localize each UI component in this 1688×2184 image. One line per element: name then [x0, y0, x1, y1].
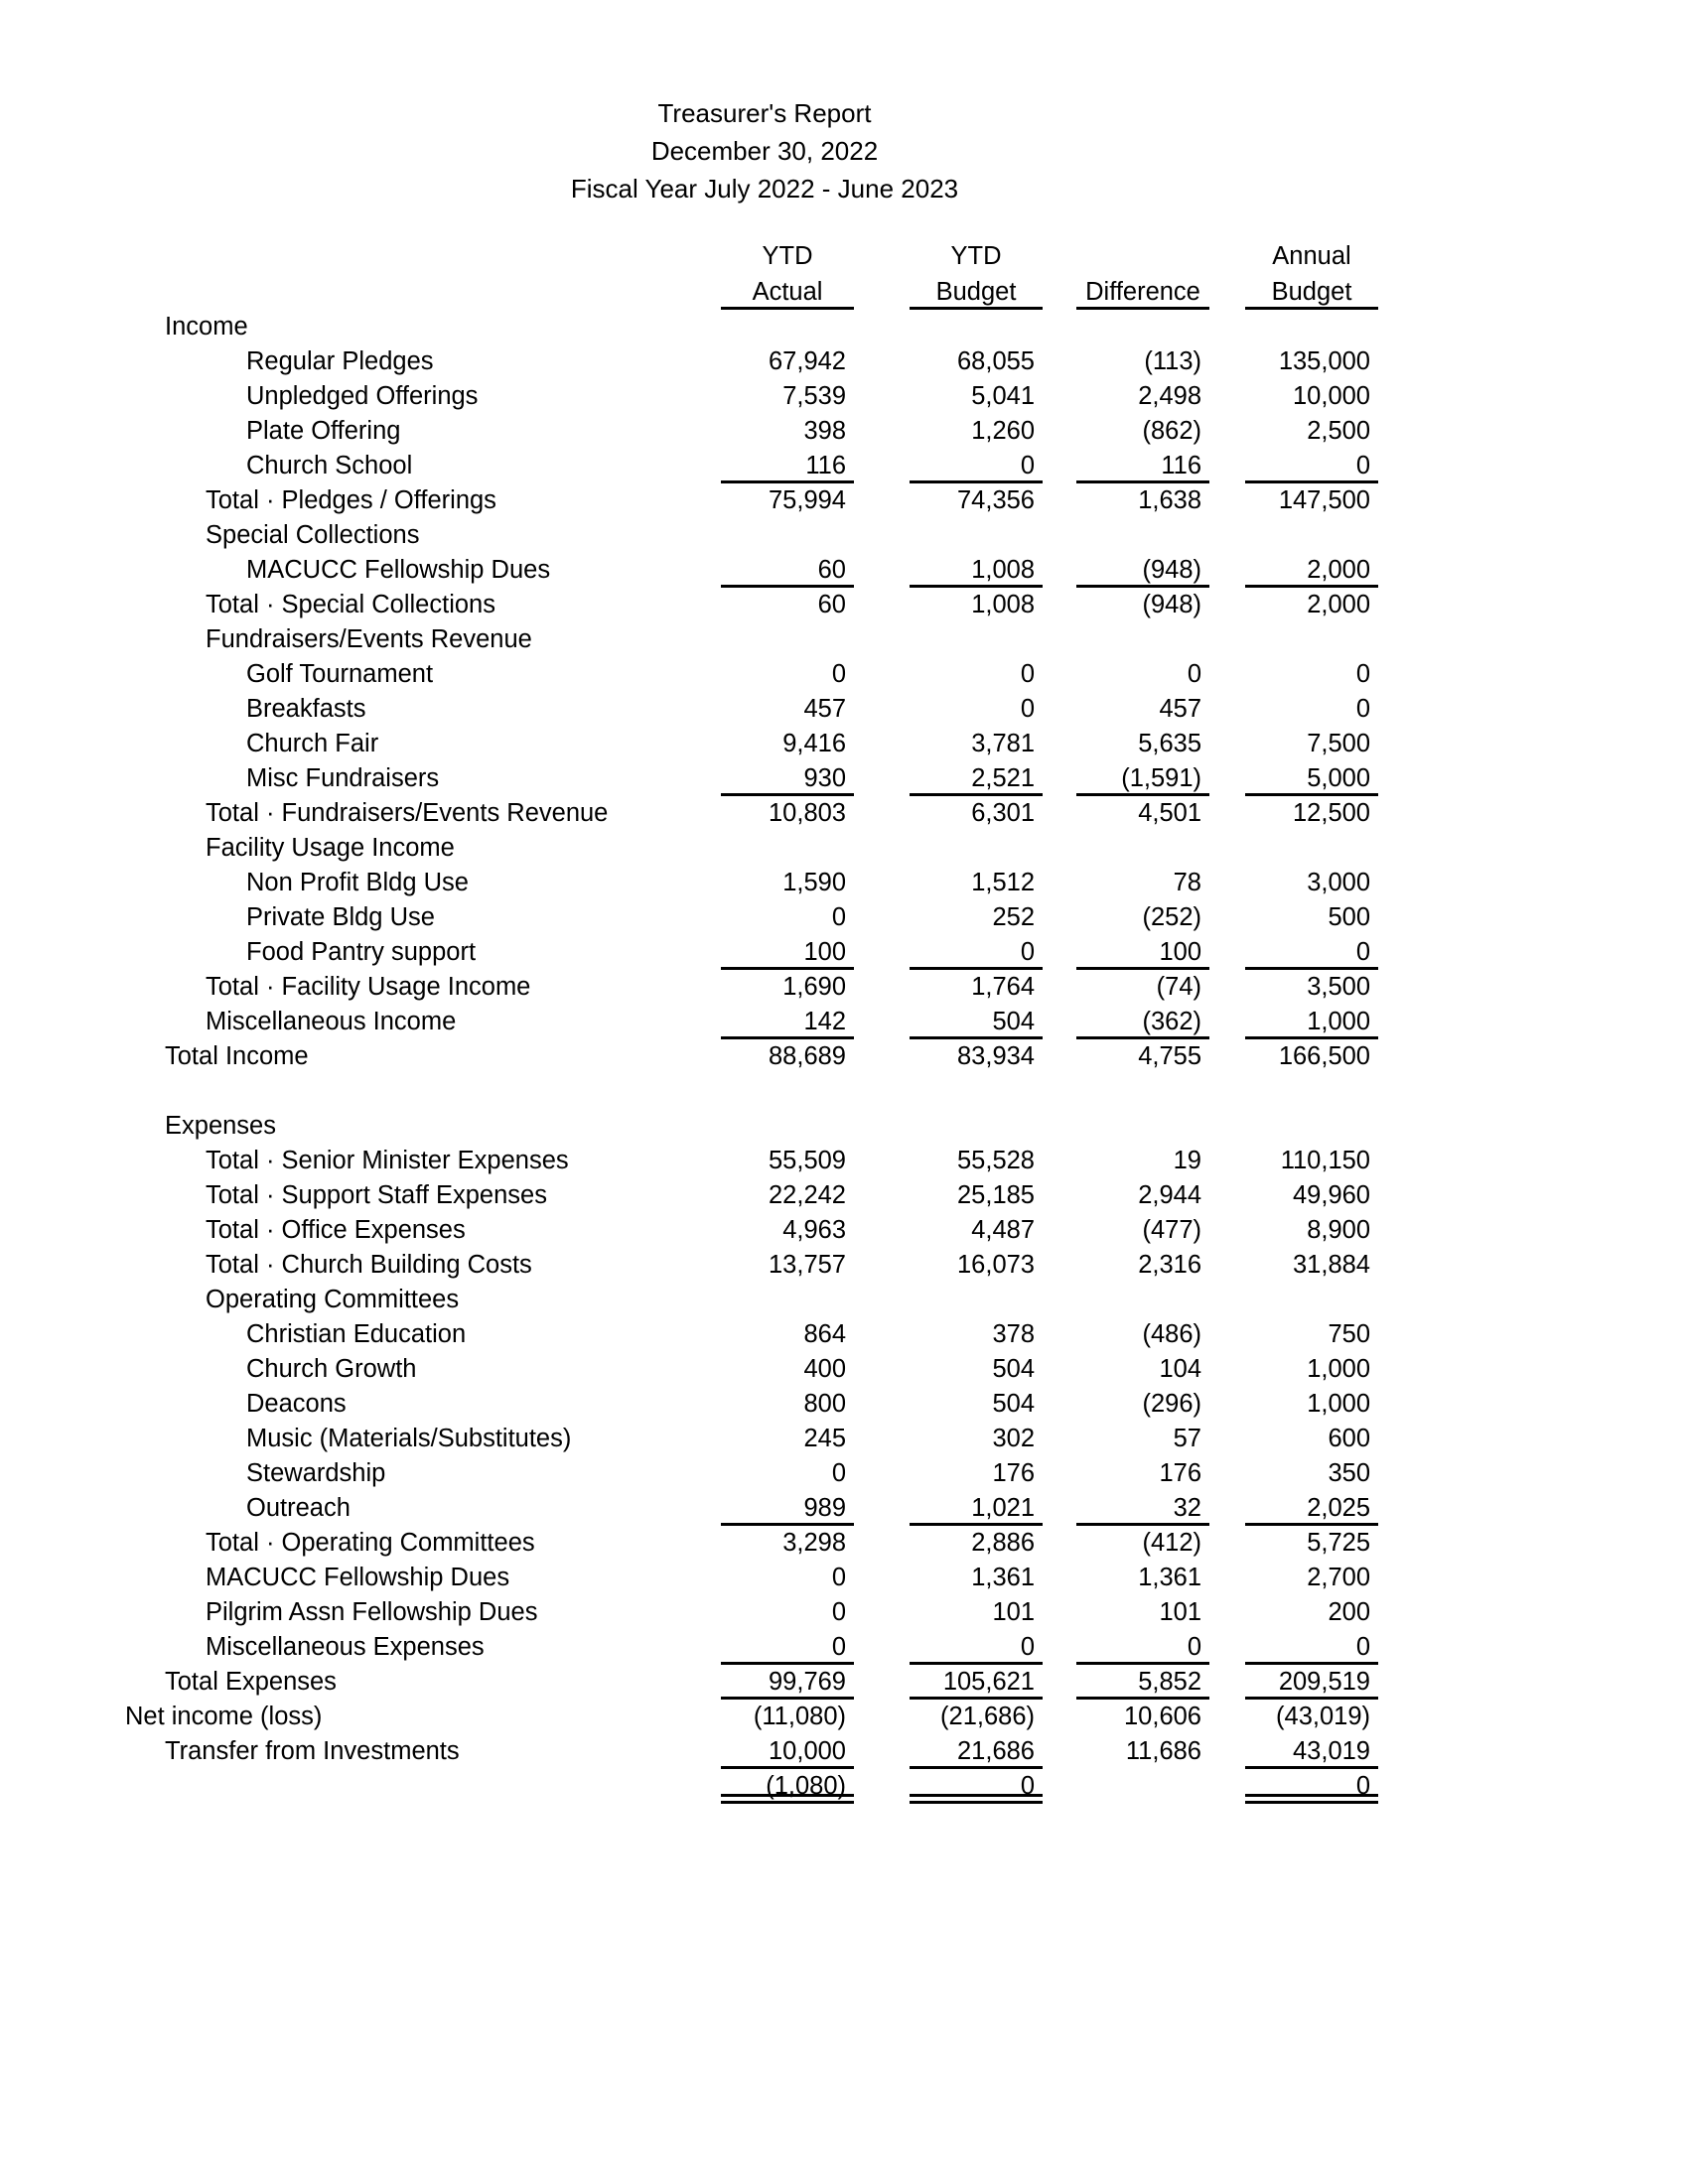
cell-difference: (477) — [1142, 1216, 1201, 1244]
cell-ytd-actual: 0 — [721, 1630, 854, 1665]
table-row — [125, 1700, 1378, 1734]
cell-annual-budget: 7,500 — [1307, 730, 1370, 757]
cell-ytd-budget: 0 — [910, 1630, 1043, 1665]
cell-annual-budget: 750 — [1328, 1320, 1370, 1348]
table-row — [125, 970, 1378, 1005]
row-label: Deacons — [246, 1390, 347, 1418]
row-label: Miscellaneous Income — [206, 1008, 457, 1035]
table-row — [125, 1422, 1378, 1456]
row-label: Total · Fundraisers/Events Revenue — [206, 799, 609, 827]
cell-annual-budget: 147,500 — [1278, 486, 1370, 514]
cell-annual-budget — [1245, 831, 1378, 866]
cell-ytd-budget: 105,621 — [910, 1665, 1043, 1700]
cell-ytd-budget: 4,487 — [971, 1216, 1035, 1244]
cell-annual-budget: 5,725 — [1307, 1529, 1370, 1557]
table-row — [125, 1526, 1378, 1561]
table-row — [125, 796, 1378, 831]
cell-ytd-budget: 0 — [910, 449, 1043, 483]
cell-difference: 11,686 — [1125, 1737, 1201, 1765]
cell-ytd-budget: 1,008 — [910, 553, 1043, 588]
cell-difference: 57 — [1173, 1425, 1201, 1452]
cell-ytd-actual: 0 — [831, 1564, 846, 1591]
cell-ytd-actual: 10,803 — [769, 799, 846, 827]
cell-difference: 4,755 — [1138, 1042, 1201, 1070]
cell-ytd-actual: 930 — [721, 761, 854, 796]
cell-difference — [1076, 622, 1209, 657]
report-table — [125, 238, 1378, 1804]
table-row — [125, 1595, 1378, 1630]
cell-ytd-budget: 83,934 — [957, 1042, 1035, 1070]
cell-difference — [1076, 518, 1209, 553]
cell-ytd-budget: (21,686) — [940, 1703, 1035, 1730]
row-label: Stewardship — [246, 1459, 386, 1487]
cell-annual-budget: 166,500 — [1278, 1042, 1370, 1070]
cell-ytd-budget: 1,021 — [910, 1491, 1043, 1526]
cell-annual-budget: 10,000 — [1293, 382, 1370, 410]
cell-ytd-actual — [721, 831, 854, 866]
cell-ytd-budget: 2,886 — [971, 1529, 1035, 1557]
row-label: Total · Operating Committees — [206, 1529, 535, 1557]
cell-annual-budget: 0 — [1245, 1630, 1378, 1665]
row-label: Music (Materials/Substitutes) — [246, 1425, 572, 1452]
cell-ytd-actual: 245 — [803, 1425, 846, 1452]
cell-ytd-actual — [721, 1109, 854, 1144]
row-label: Plate Offering — [246, 417, 401, 445]
table-row — [125, 657, 1378, 692]
cell-difference — [1076, 310, 1209, 344]
cell-ytd-budget — [910, 831, 1043, 866]
report-fiscal-year: Fiscal Year July 2022 - June 2023 — [570, 174, 959, 204]
cell-ytd-budget: 252 — [992, 903, 1035, 931]
cell-ytd-budget: 16,073 — [957, 1251, 1035, 1279]
row-label: Miscellaneous Expenses — [206, 1633, 485, 1661]
report-rows — [125, 310, 1378, 1804]
table-row — [125, 1630, 1378, 1665]
table-row — [125, 553, 1378, 588]
table-row — [125, 1317, 1378, 1352]
cell-ytd-budget: 1,361 — [971, 1564, 1035, 1591]
cell-ytd-budget: 1,764 — [971, 973, 1035, 1001]
cell-annual-budget — [1245, 622, 1378, 657]
cell-ytd-actual — [721, 1074, 854, 1109]
cell-annual-budget: 8,900 — [1307, 1216, 1370, 1244]
cell-ytd-actual — [721, 1283, 854, 1317]
cell-ytd-actual: 3,298 — [782, 1529, 846, 1557]
cell-ytd-budget: 21,686 — [910, 1734, 1043, 1769]
cell-annual-budget: 3,500 — [1307, 973, 1370, 1001]
table-row — [125, 692, 1378, 727]
row-label: Facility Usage Income — [206, 834, 455, 862]
cell-ytd-budget: 0 — [910, 935, 1043, 970]
row-label: MACUCC Fellowship Dues — [246, 556, 551, 584]
row-label: Breakfasts — [246, 695, 366, 723]
cell-annual-budget: 2,500 — [1307, 417, 1370, 445]
table-row — [125, 1769, 1378, 1804]
report-date: December 30, 2022 — [650, 136, 879, 166]
table-row-blank — [125, 1074, 1378, 1109]
row-label: Regular Pledges — [246, 347, 434, 375]
cell-annual-budget: 2,000 — [1245, 553, 1378, 588]
table-row — [125, 1144, 1378, 1178]
cell-difference: 101 — [1159, 1598, 1201, 1626]
table-row — [125, 622, 1378, 657]
cell-ytd-budget: 504 — [992, 1390, 1035, 1418]
cell-difference: (1,591) — [1076, 761, 1209, 796]
cell-ytd-actual: 0 — [831, 1459, 846, 1487]
cell-annual-budget: 0 — [1355, 660, 1370, 688]
row-label: Fundraisers/Events Revenue — [206, 625, 532, 653]
cell-difference: 5,635 — [1138, 730, 1201, 757]
header-ytd-actual-top: YTD — [762, 242, 813, 270]
report-title-block — [139, 94, 1390, 207]
cell-ytd-budget: 0 — [1020, 660, 1035, 688]
cell-ytd-actual: 0 — [831, 1598, 846, 1626]
cell-difference: 2,316 — [1138, 1251, 1201, 1279]
cell-ytd-budget — [910, 518, 1043, 553]
cell-difference: (412) — [1142, 1529, 1201, 1557]
row-label: Total · Senior Minister Expenses — [206, 1147, 569, 1174]
cell-annual-budget: 31,884 — [1293, 1251, 1370, 1279]
row-label: Non Profit Bldg Use — [246, 869, 469, 896]
cell-ytd-actual: 13,757 — [769, 1251, 846, 1279]
table-row — [125, 900, 1378, 935]
cell-annual-budget: 2,000 — [1307, 591, 1370, 618]
cell-ytd-actual: 9,416 — [782, 730, 846, 757]
header-row-bottom — [125, 274, 1378, 310]
cell-ytd-budget: 1,008 — [971, 591, 1035, 618]
cell-difference: (862) — [1142, 417, 1201, 445]
cell-difference — [1076, 1769, 1209, 1804]
cell-annual-budget: 0 — [1355, 695, 1370, 723]
cell-difference: 176 — [1159, 1459, 1201, 1487]
table-row — [125, 1178, 1378, 1213]
header-difference: Difference — [1076, 274, 1209, 310]
header-row-top — [125, 238, 1378, 274]
table-row — [125, 518, 1378, 553]
cell-difference — [1076, 1109, 1209, 1144]
header-label-spacer — [125, 274, 721, 310]
cell-ytd-actual: 99,769 — [721, 1665, 854, 1700]
table-row — [125, 344, 1378, 379]
cell-ytd-actual: 142 — [721, 1005, 854, 1039]
table-row — [125, 935, 1378, 970]
cell-difference: 32 — [1076, 1491, 1209, 1526]
table-row — [125, 1283, 1378, 1317]
cell-difference — [1076, 831, 1209, 866]
row-label: Total · Pledges / Offerings — [206, 486, 496, 514]
cell-annual-budget: 0 — [1245, 1769, 1378, 1804]
table-row — [125, 1456, 1378, 1491]
row-label: Total · Office Expenses — [206, 1216, 466, 1244]
cell-ytd-actual: 864 — [803, 1320, 846, 1348]
row-label: Operating Committees — [206, 1286, 460, 1313]
row-label: Misc Fundraisers — [246, 764, 440, 792]
cell-ytd-budget: 0 — [910, 1769, 1043, 1804]
cell-annual-budget: 1,000 — [1307, 1355, 1370, 1383]
cell-annual-budget — [1245, 1283, 1378, 1317]
cell-annual-budget — [1245, 1074, 1378, 1109]
cell-annual-budget: 49,960 — [1293, 1181, 1370, 1209]
cell-ytd-budget: 1,512 — [971, 869, 1035, 896]
cell-ytd-actual: 7,539 — [782, 382, 846, 410]
cell-ytd-actual — [721, 310, 854, 344]
cell-ytd-budget: 176 — [992, 1459, 1035, 1487]
row-label: Total · Support Staff Expenses — [206, 1181, 547, 1209]
row-label: Total Income — [165, 1042, 309, 1070]
cell-annual-budget: 135,000 — [1278, 347, 1370, 375]
row-label: Church Fair — [246, 730, 379, 757]
cell-ytd-budget — [910, 1283, 1043, 1317]
header-ytd-actual: Actual — [721, 274, 854, 310]
cell-difference: (296) — [1142, 1390, 1201, 1418]
table-row — [125, 588, 1378, 622]
cell-annual-budget: 0 — [1245, 935, 1378, 970]
table-row — [125, 1109, 1378, 1144]
cell-difference: (362) — [1076, 1005, 1209, 1039]
table-row — [125, 1387, 1378, 1422]
cell-ytd-budget: 25,185 — [957, 1181, 1035, 1209]
cell-ytd-budget: 504 — [992, 1355, 1035, 1383]
cell-annual-budget: 209,519 — [1245, 1665, 1378, 1700]
cell-ytd-actual: (11,080) — [753, 1703, 846, 1730]
table-row — [125, 1561, 1378, 1595]
cell-ytd-budget: 0 — [1020, 695, 1035, 723]
row-label: MACUCC Fellowship Dues — [206, 1564, 510, 1591]
row-label: Private Bldg Use — [246, 903, 435, 931]
cell-ytd-budget: 74,356 — [957, 486, 1035, 514]
cell-ytd-budget: 504 — [910, 1005, 1043, 1039]
cell-ytd-budget — [910, 1074, 1043, 1109]
cell-ytd-actual: 88,689 — [769, 1042, 846, 1070]
cell-ytd-actual: 60 — [817, 591, 846, 618]
cell-difference: (948) — [1142, 591, 1201, 618]
cell-ytd-budget — [910, 622, 1043, 657]
table-row — [125, 414, 1378, 449]
table-row — [125, 761, 1378, 796]
cell-ytd-budget — [910, 1109, 1043, 1144]
table-row — [125, 866, 1378, 900]
row-label: Income — [165, 313, 248, 341]
cell-annual-budget: 350 — [1328, 1459, 1370, 1487]
cell-ytd-budget: 1,260 — [971, 417, 1035, 445]
row-label: Golf Tournament — [246, 660, 434, 688]
cell-annual-budget — [1245, 1109, 1378, 1144]
row-label — [125, 1769, 721, 1804]
table-row — [125, 310, 1378, 344]
table-row — [125, 483, 1378, 518]
cell-ytd-actual: 989 — [721, 1491, 854, 1526]
cell-ytd-actual: 4,963 — [782, 1216, 846, 1244]
cell-ytd-actual: 116 — [721, 449, 854, 483]
cell-ytd-actual: 10,000 — [721, 1734, 854, 1769]
table-row — [125, 831, 1378, 866]
table-row — [125, 1665, 1378, 1700]
row-label: Outreach — [246, 1494, 351, 1522]
cell-annual-budget: 1,000 — [1245, 1005, 1378, 1039]
cell-difference: 78 — [1173, 869, 1201, 896]
cell-ytd-budget: 6,301 — [971, 799, 1035, 827]
header-difference-top — [1076, 238, 1209, 274]
cell-difference: (252) — [1142, 903, 1201, 931]
cell-ytd-budget: 101 — [992, 1598, 1035, 1626]
cell-difference: (113) — [1144, 347, 1201, 375]
row-label: Total · Special Collections — [206, 591, 495, 618]
cell-difference: 0 — [1187, 660, 1201, 688]
cell-ytd-actual: 60 — [721, 553, 854, 588]
cell-difference: 5,852 — [1076, 1665, 1209, 1700]
cell-ytd-actual: 398 — [803, 417, 846, 445]
cell-annual-budget: 1,000 — [1307, 1390, 1370, 1418]
row-label: Church Growth — [246, 1355, 417, 1383]
cell-ytd-actual: 1,690 — [782, 973, 846, 1001]
cell-difference: 2,498 — [1138, 382, 1201, 410]
header-annual-budget-top: Annual — [1272, 242, 1351, 270]
cell-difference: 100 — [1076, 935, 1209, 970]
table-row — [125, 1213, 1378, 1248]
cell-ytd-actual: 0 — [831, 660, 846, 688]
table-row — [125, 727, 1378, 761]
table-row — [125, 379, 1378, 414]
header-ytd-budget-top: YTD — [950, 242, 1002, 270]
header-label-spacer — [125, 238, 721, 274]
cell-difference: 4,501 — [1138, 799, 1201, 827]
cell-difference — [1076, 1283, 1209, 1317]
table-row — [125, 1734, 1378, 1769]
header-annual-budget: Budget — [1245, 274, 1378, 310]
cell-difference: 1,638 — [1138, 486, 1201, 514]
cell-annual-budget: 5,000 — [1245, 761, 1378, 796]
cell-difference: 1,361 — [1138, 1564, 1201, 1591]
row-label: Christian Education — [246, 1320, 467, 1348]
cell-ytd-actual: 100 — [721, 935, 854, 970]
cell-ytd-actual — [721, 622, 854, 657]
cell-annual-budget — [1245, 518, 1378, 553]
cell-difference: 19 — [1173, 1147, 1201, 1174]
cell-annual-budget: 2,700 — [1307, 1564, 1370, 1591]
cell-ytd-actual: 22,242 — [769, 1181, 846, 1209]
cell-annual-budget: 110,150 — [1280, 1147, 1370, 1174]
header-ytd-budget: Budget — [910, 274, 1043, 310]
cell-difference: 0 — [1076, 1630, 1209, 1665]
cell-ytd-actual: 55,509 — [769, 1147, 846, 1174]
row-label: Transfer from Investments — [165, 1737, 460, 1765]
report-title: Treasurer's Report — [657, 98, 872, 128]
cell-ytd-budget: 68,055 — [957, 347, 1035, 375]
cell-difference: (74) — [1156, 973, 1201, 1001]
cell-annual-budget: 200 — [1328, 1598, 1370, 1626]
cell-annual-budget: 3,000 — [1307, 869, 1370, 896]
cell-ytd-actual: 400 — [803, 1355, 846, 1383]
cell-annual-budget: 43,019 — [1245, 1734, 1378, 1769]
cell-difference: (948) — [1076, 553, 1209, 588]
row-label: Total · Church Building Costs — [206, 1251, 532, 1279]
row-label: Church School — [246, 452, 413, 479]
cell-difference: (486) — [1142, 1320, 1201, 1348]
table-row — [125, 1248, 1378, 1283]
cell-ytd-actual: 457 — [803, 695, 846, 723]
row-label: Total · Facility Usage Income — [206, 973, 531, 1001]
row-label: Expenses — [165, 1112, 276, 1140]
cell-ytd-actual: 67,942 — [769, 347, 846, 375]
table-row — [125, 1352, 1378, 1387]
cell-ytd-budget: 55,528 — [957, 1147, 1035, 1174]
row-label: Net income (loss) — [125, 1703, 323, 1730]
cell-difference — [1076, 1074, 1209, 1109]
cell-difference: 457 — [1159, 695, 1201, 723]
row-label: Special Collections — [206, 521, 420, 549]
cell-difference: 2,944 — [1138, 1181, 1201, 1209]
cell-ytd-budget: 3,781 — [971, 730, 1035, 757]
cell-ytd-budget: 302 — [992, 1425, 1035, 1452]
cell-difference: 104 — [1159, 1355, 1201, 1383]
cell-annual-budget: 2,025 — [1245, 1491, 1378, 1526]
cell-ytd-budget: 378 — [992, 1320, 1035, 1348]
cell-annual-budget: 0 — [1245, 449, 1378, 483]
cell-difference: 10,606 — [1124, 1703, 1201, 1730]
row-label: Unpledged Offerings — [246, 382, 479, 410]
cell-annual-budget — [1245, 310, 1378, 344]
table-row — [125, 1491, 1378, 1526]
cell-difference: 116 — [1076, 449, 1209, 483]
row-label — [125, 1074, 721, 1109]
row-label: Pilgrim Assn Fellowship Dues — [206, 1598, 538, 1626]
cell-ytd-actual — [721, 518, 854, 553]
table-row — [125, 449, 1378, 483]
cell-ytd-actual: 800 — [803, 1390, 846, 1418]
cell-annual-budget: 600 — [1328, 1425, 1370, 1452]
cell-ytd-actual: (1,080) — [721, 1769, 854, 1804]
cell-ytd-budget: 5,041 — [971, 382, 1035, 410]
cell-ytd-budget: 2,521 — [910, 761, 1043, 796]
row-label: Food Pantry support — [246, 938, 477, 966]
cell-annual-budget: 12,500 — [1293, 799, 1370, 827]
cell-ytd-budget — [910, 310, 1043, 344]
cell-annual-budget: 500 — [1328, 903, 1370, 931]
cell-ytd-actual: 0 — [831, 903, 846, 931]
row-label: Total Expenses — [165, 1668, 337, 1696]
table-row — [125, 1005, 1378, 1039]
table-row — [125, 1039, 1378, 1074]
cell-annual-budget: (43,019) — [1276, 1703, 1370, 1730]
cell-ytd-actual: 1,590 — [782, 869, 846, 896]
cell-ytd-actual: 75,994 — [769, 486, 846, 514]
